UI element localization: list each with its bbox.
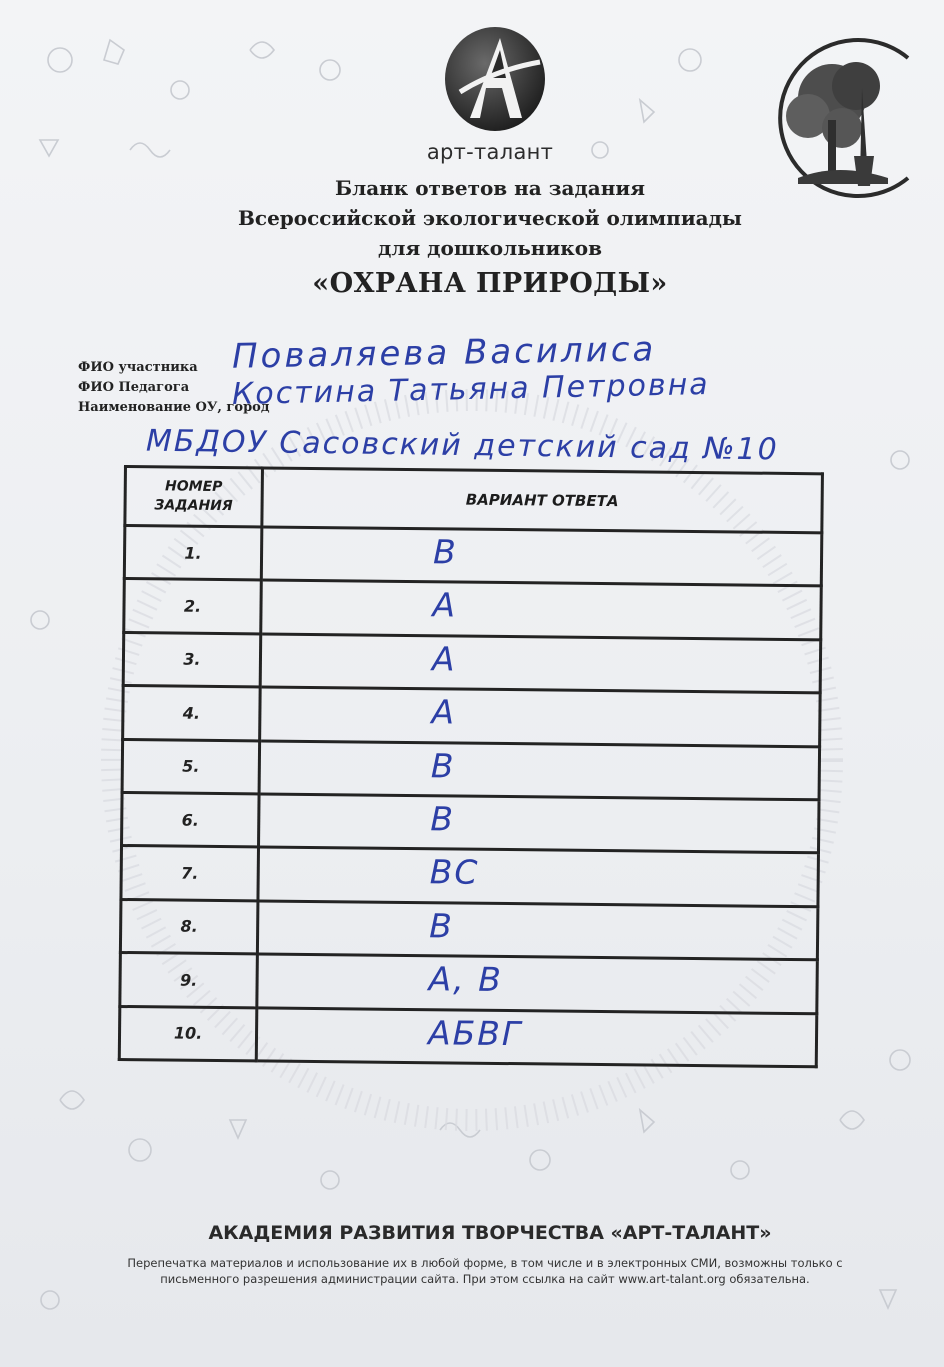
table-row — [121, 846, 819, 907]
answer-value: ВС — [429, 852, 480, 893]
teacher-label: ФИО Педагога — [78, 380, 190, 395]
answer-cell — [259, 740, 820, 799]
olympiad-title: «ОХРАНА ПРИРОДЫ» — [312, 268, 668, 299]
answer-cell — [260, 634, 821, 693]
column-header-answer: ВАРИАНТ ОТВЕТА — [262, 468, 823, 533]
task-number: 7. — [121, 846, 259, 901]
column-header-number-line1: НОМЕР — [165, 478, 223, 496]
answer-value: А — [431, 639, 457, 679]
participant-label: ФИО участника — [78, 360, 198, 375]
answer-cell — [257, 954, 818, 1013]
answer-value: В — [428, 905, 455, 946]
task-number: 4. — [123, 686, 261, 741]
art-talant-logo — [440, 22, 550, 137]
answer-value: В — [430, 745, 456, 786]
school-value: МБДОУ Сасовский детский сад №10 — [145, 423, 779, 468]
answer-value: А — [431, 692, 457, 732]
table-row — [120, 953, 818, 1014]
answer-cell — [257, 901, 818, 960]
table-row — [123, 632, 821, 693]
task-number: 10. — [119, 1006, 257, 1061]
answer-value: АБВГ — [427, 1012, 523, 1053]
participant-value: Поваляева Василиса — [231, 329, 657, 377]
task-number: 8. — [120, 899, 258, 954]
answer-value: В — [430, 799, 456, 839]
answer-table — [118, 465, 824, 1068]
column-header-number — [125, 467, 263, 527]
answer-value: В — [432, 532, 458, 572]
answer-value: А — [432, 585, 458, 625]
header-line-1: Бланк ответов на задания — [335, 176, 645, 200]
task-number: 1. — [124, 526, 262, 581]
answer-cell — [259, 794, 820, 853]
table-row — [124, 579, 822, 640]
column-header-number-line2: ЗАДАНИЯ — [154, 497, 233, 515]
table-row — [123, 686, 821, 747]
header-line-2: Всероссийской экологической олимпиады — [238, 206, 742, 230]
answer-cell — [256, 1007, 817, 1066]
answer-cell — [261, 580, 822, 639]
school-label: Наименование ОУ, город — [78, 400, 270, 415]
task-number: 2. — [124, 579, 262, 634]
brand-name: арт-талант — [426, 140, 554, 164]
task-number: 3. — [123, 632, 261, 687]
table-row — [119, 1006, 817, 1067]
footer-note-line1: Перепечатка материалов и использование их в любой форме, в том числе и в электронных СМИ, возможны только с — [127, 1256, 843, 1270]
task-number: 6. — [122, 792, 260, 847]
teacher-value: Костина Татьяна Петровна — [231, 367, 710, 412]
answer-cell — [260, 687, 821, 746]
footer-note-line2: письменного разрешения администрации сайта. При этом ссылка на сайт www.art-talant.org обязательна. — [160, 1272, 810, 1286]
answer-value: А, В — [428, 959, 504, 1000]
table-row — [122, 739, 820, 800]
task-number: 9. — [120, 953, 258, 1008]
table-row — [124, 526, 822, 587]
footer-title: АКАДЕМИЯ РАЗВИТИЯ ТВОРЧЕСТВА «АРТ-ТАЛАНТ» — [208, 1222, 772, 1244]
task-number: 5. — [122, 739, 260, 794]
answer-cell — [261, 527, 822, 586]
header-line-3: для дошкольников — [378, 236, 602, 260]
table-row — [122, 792, 820, 853]
table-row — [120, 899, 818, 960]
answer-cell — [258, 847, 819, 906]
